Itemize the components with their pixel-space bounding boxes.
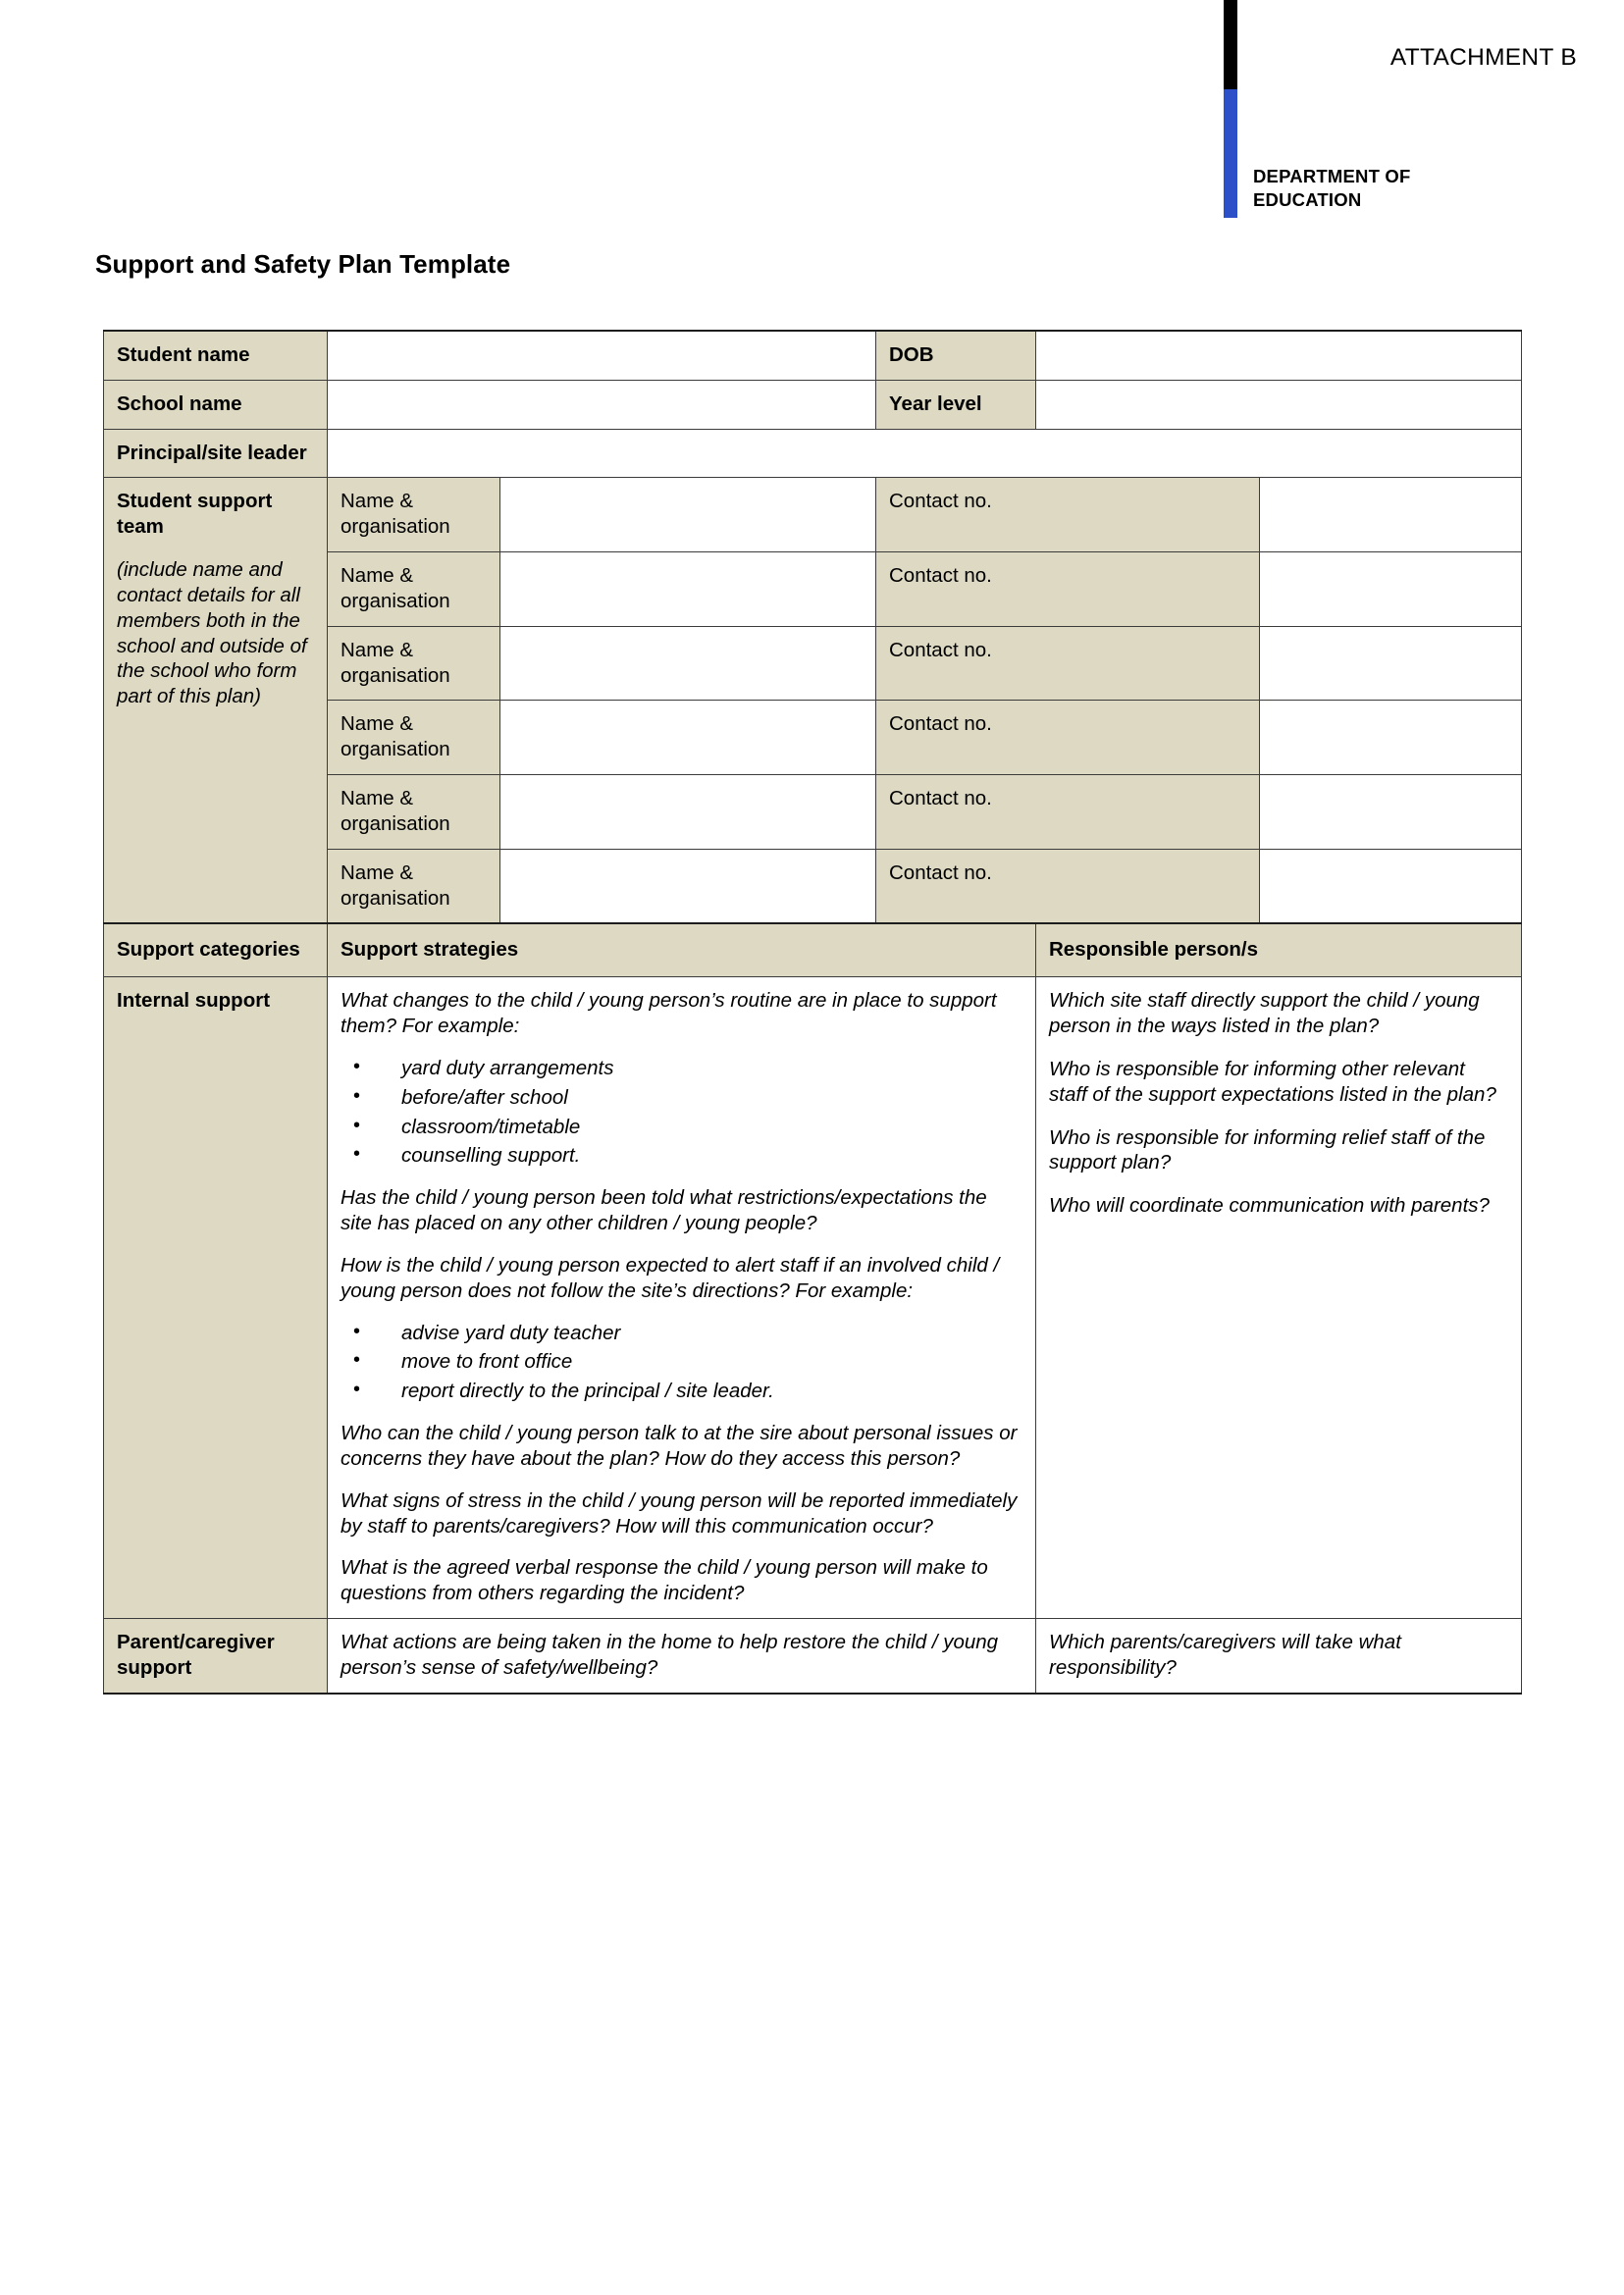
strategy-paragraph-3: How is the child / young person expected to alert staff if an involved child / young person does not follow the site’s directions? For example: — [341, 1253, 1000, 1302]
department-name-line1: DEPARTMENT OF — [1253, 166, 1411, 186]
internal-support-strategies[interactable] — [328, 977, 1036, 1619]
label-parent-caregiver-support: Parent/caregiver support — [104, 1618, 328, 1693]
table-row-parent-caregiver-support — [104, 1618, 1522, 1693]
department-name-line2: EDUCATION — [1253, 188, 1362, 210]
page-title: Support and Safety Plan Template — [95, 249, 511, 279]
label-name-organisation: Name & organisation — [328, 701, 500, 775]
field-contact-no[interactable] — [1260, 626, 1522, 701]
strategy-bullets-routine — [341, 1056, 1022, 1169]
responsible-paragraph-4: Who will coordinate communication with parents? — [1049, 1194, 1490, 1218]
label-contact-no: Contact no. — [876, 701, 1260, 775]
strategy-paragraph-2: Has the child / young person been told what restrictions/expectations the site has placed on any other children / young people? — [341, 1186, 987, 1235]
field-contact-no[interactable] — [1260, 775, 1522, 850]
label-principal-site-leader: Principal/site leader — [104, 429, 328, 478]
label-name-organisation: Name & organisation — [328, 849, 500, 923]
table-row-support-team-1 — [104, 478, 1522, 552]
support-team-title: Student support team — [117, 490, 273, 539]
field-contact-no[interactable] — [1260, 478, 1522, 552]
table-row-support-headers — [104, 923, 1522, 976]
parent-responsible-paragraph: Which parents/caregivers will take what responsibility? — [1049, 1630, 1401, 1679]
label-contact-no: Contact no. — [876, 849, 1260, 923]
header-responsible-persons: Responsible person/s — [1036, 923, 1522, 976]
label-contact-no: Contact no. — [876, 552, 1260, 627]
field-name-organisation[interactable] — [500, 849, 876, 923]
field-dob[interactable] — [1036, 331, 1522, 380]
field-contact-no[interactable] — [1260, 552, 1522, 627]
parent-support-strategies[interactable] — [328, 1618, 1036, 1693]
list-item: • advise yard duty teacher — [341, 1321, 1022, 1346]
strategy-paragraph-1: What changes to the child / young person’s routine are in place to support them? For example: — [341, 989, 997, 1038]
table-row-student-name — [104, 331, 1522, 380]
label-name-organisation: Name & organisation — [328, 478, 500, 552]
label-student-name: Student name — [104, 331, 328, 380]
label-internal-support: Internal support — [104, 977, 328, 1619]
field-contact-no[interactable] — [1260, 701, 1522, 775]
header-support-strategies: Support strategies — [328, 923, 1036, 976]
table-row-school-name — [104, 380, 1522, 429]
label-contact-no: Contact no. — [876, 478, 1260, 552]
responsible-paragraph-2: Who is responsible for informing other relevant staff of the support expectations listed in the plan? — [1049, 1057, 1496, 1106]
parent-support-responsible[interactable] — [1036, 1618, 1522, 1693]
list-item: • yard duty arrangements — [341, 1056, 1022, 1081]
responsible-paragraph-3: Who is responsible for informing relief staff of the support plan? — [1049, 1125, 1486, 1174]
label-contact-no: Contact no. — [876, 626, 1260, 701]
responsible-paragraph-1: Which site staff directly support the child / young person in the ways listed in the plan? — [1049, 989, 1480, 1038]
internal-support-responsible[interactable] — [1036, 977, 1522, 1619]
brand-bar-black-segment — [1224, 0, 1237, 89]
list-item: • move to front office — [341, 1349, 1022, 1375]
field-name-organisation[interactable] — [500, 626, 876, 701]
label-school-name: School name — [104, 380, 328, 429]
support-and-safety-plan-table — [103, 330, 1522, 1695]
field-name-organisation[interactable] — [500, 478, 876, 552]
table-row-principal — [104, 429, 1522, 478]
list-item: • classroom/timetable — [341, 1115, 1022, 1140]
field-name-organisation[interactable] — [500, 552, 876, 627]
label-name-organisation: Name & organisation — [328, 626, 500, 701]
support-team-note: (include name and contact details for all members both in the school and outside of the school who form part of this plan) — [117, 558, 307, 708]
field-principal-site-leader[interactable] — [328, 429, 1522, 478]
label-name-organisation: Name & organisation — [328, 552, 500, 627]
letterhead — [1224, 0, 1577, 226]
field-name-organisation[interactable] — [500, 775, 876, 850]
support-team-label-cell — [104, 478, 328, 923]
attachment-label: ATTACHMENT B — [1389, 44, 1577, 71]
brand-bar — [1224, 0, 1237, 218]
field-student-name[interactable] — [328, 331, 876, 380]
strategy-paragraph-4: Who can the child / young person talk to at the sire about personal issues or concerns they have about the plan? How do they access this person? — [341, 1422, 1018, 1470]
header-support-categories: Support categories — [104, 923, 328, 976]
strategy-bullets-alert-staff — [341, 1321, 1022, 1404]
parent-strategy-paragraph: What actions are being taken in the home to help restore the child / young person’s sense of safety/wellbeing? — [341, 1630, 999, 1679]
field-name-organisation[interactable] — [500, 701, 876, 775]
table-row-internal-support — [104, 977, 1522, 1619]
label-dob: DOB — [876, 331, 1036, 380]
label-contact-no: Contact no. — [876, 775, 1260, 850]
strategy-paragraph-5: What signs of stress in the child / young person will be reported immediately by staff to parents/caregivers? How will this communication occur? — [341, 1488, 1018, 1538]
field-contact-no[interactable] — [1260, 849, 1522, 923]
brand-bar-blue-segment — [1224, 89, 1237, 218]
label-year-level: Year level — [876, 380, 1036, 429]
department-name — [1253, 165, 1411, 211]
label-name-organisation: Name & organisation — [328, 775, 500, 850]
list-item: • counselling support. — [341, 1143, 1022, 1169]
field-year-level[interactable] — [1036, 380, 1522, 429]
list-item: • before/after school — [341, 1085, 1022, 1111]
strategy-paragraph-6: What is the agreed verbal response the child / young person will make to questions from others regarding the incident? — [341, 1556, 988, 1605]
field-school-name[interactable] — [328, 380, 876, 429]
list-item: • report directly to the principal / site leader. — [341, 1379, 1022, 1404]
